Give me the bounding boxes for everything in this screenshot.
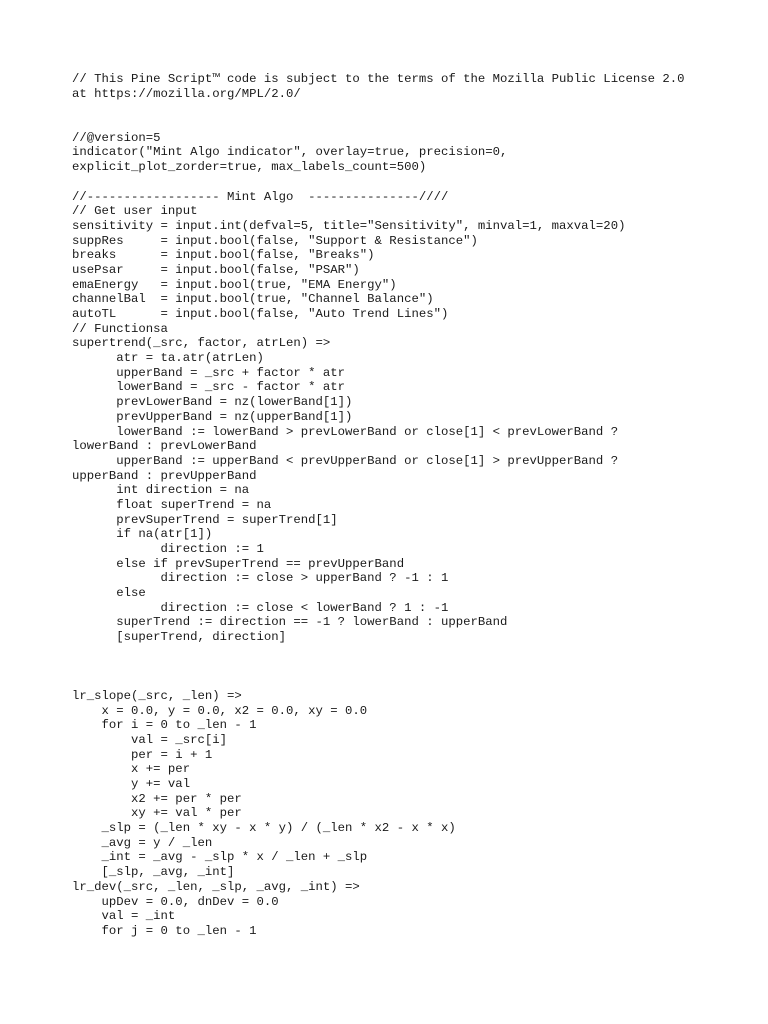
code-line: else if prevSuperTrend == prevUpperBand: [72, 556, 405, 571]
code-line: indicator("Mint Algo indicator", overlay=true, precision=0,: [72, 145, 508, 160]
code-line: _int = _avg - _slp * x / _len + _slp: [72, 850, 368, 865]
code-line: direction := close > upperBand ? -1 : 1: [72, 571, 449, 586]
code-line: _avg = y / _len: [72, 835, 213, 850]
code-line: atr = ta.atr(atrLen): [72, 351, 264, 366]
code-line: x2 += per * per: [72, 791, 242, 806]
code-line: upDev = 0.0, dnDev = 0.0: [72, 894, 279, 909]
code-line: per = i + 1: [72, 747, 213, 762]
code-line: y += val: [72, 777, 191, 791]
code-line: emaEnergy = input.bool(true, "EMA Energy"): [72, 277, 397, 292]
code-line: direction := close < lowerBand ? 1 : -1: [72, 600, 449, 615]
code-line: prevLowerBand = nz(lowerBand[1]): [72, 395, 353, 410]
code-line: lr_slope(_src, _len) =>: [72, 688, 242, 703]
code-line: [72, 645, 752, 660]
code-line: direction := 1: [72, 542, 264, 556]
code-block: [72, 72, 752, 939]
code-line: if na(atr[1]): [72, 527, 213, 542]
code-line: supertrend(_src, factor, atrLen) =>: [72, 336, 331, 351]
code-line: suppRes = input.bool(false, "Support & Resistance"): [72, 233, 478, 248]
code-line: lr_dev(_src, _len, _slp, _avg, _int) =>: [72, 879, 360, 894]
code-line: xy += val * per: [72, 806, 242, 821]
code-line: upperBand := upperBand < prevUpperBand or close[1] > prevUpperBand ?: [72, 453, 619, 468]
code-line: else: [72, 586, 146, 601]
code-line: prevSuperTrend = superTrend[1]: [72, 512, 338, 527]
code-line: upperBand = _src + factor * atr: [72, 365, 346, 380]
code-line: sensitivity = input.int(defval=5, title="Sensitivity", minval=1, maxval=20): [72, 218, 626, 233]
code-line: lowerBand = _src - factor * atr: [72, 380, 346, 395]
code-line: superTrend := direction == -1 ? lowerBand : upperBand: [72, 615, 508, 630]
code-line: explicit_plot_zorder=true, max_labels_count=500): [72, 160, 427, 175]
code-line: for i = 0 to _len - 1: [72, 718, 257, 733]
code-line: int direction = na: [72, 483, 250, 498]
code-line: lowerBand := lowerBand > prevLowerBand or close[1] < prevLowerBand ?: [72, 424, 619, 439]
code-line: channelBal = input.bool(true, "Channel Balance"): [72, 292, 434, 307]
code-line: prevUpperBand = nz(upperBand[1]): [72, 409, 353, 424]
code-line: upperBand : prevUpperBand: [72, 468, 257, 483]
code-line: x = 0.0, y = 0.0, x2 = 0.0, xy = 0.0: [72, 703, 368, 718]
code-line: breaks = input.bool(false, "Breaks"): [72, 248, 375, 263]
code-line: // Functionsa: [72, 321, 168, 336]
code-line: // Get user input: [72, 204, 198, 219]
code-line: float superTrend = na: [72, 497, 272, 512]
code-line: // This Pine Script™ code is subject to the terms of the Mozilla Public License 2.0: [72, 72, 685, 86]
code-line: at https://mozilla.org/MPL/2.0/: [72, 86, 301, 101]
code-line: [72, 175, 752, 190]
code-line: autoTL = input.bool(false, "Auto Trend Lines"): [72, 307, 449, 321]
code-line: [72, 101, 752, 116]
code-line: val = _src[i]: [72, 732, 227, 747]
code-line: _slp = (_len * xy - x * y) / (_len * x2 - x * x): [72, 821, 456, 836]
code-line: [72, 660, 752, 675]
code-line: //------------------ Mint Algo ---------------////: [72, 189, 449, 204]
code-line: lowerBand : prevLowerBand: [72, 439, 257, 454]
code-line: usePsar = input.bool(false, "PSAR"): [72, 262, 360, 277]
code-line: val = _int: [72, 909, 176, 924]
code-line: [_slp, _avg, _int]: [72, 865, 235, 880]
code-line: [72, 116, 752, 131]
code-line: //@version=5: [72, 130, 161, 145]
code-line: for j = 0 to _len - 1: [72, 923, 257, 938]
code-line: x += per: [72, 762, 191, 777]
code-line: [superTrend, direction]: [72, 630, 287, 645]
code-line: [72, 674, 752, 689]
